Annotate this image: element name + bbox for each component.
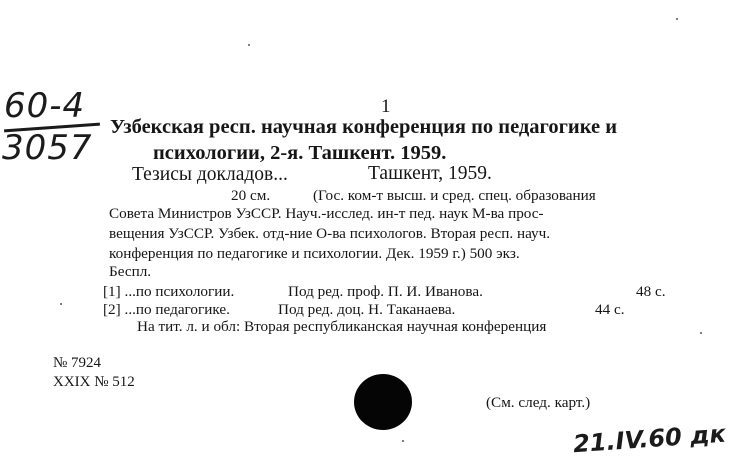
accession-number-1: № 7924 [53,355,102,371]
volume-2-pages: 44 с. [595,301,625,318]
volume-1-editor: Под ред. проф. П. И. Иванова. [288,283,483,300]
title-note: На тит. л. и обл: Вторая республиканская научная конференция [137,318,547,335]
publisher-line-1: (Гос. ком-т высш. и сред. спец. образования [313,187,596,204]
punch-hole [354,374,412,430]
scan-speck [60,303,62,305]
physical-size: 20 см. [231,187,271,204]
sequence-number: 1 [381,96,391,117]
publisher-line-3: вещения УзССР. Узбек. отд-ние О-ва психологов. Вторая респ. науч. [109,225,551,242]
scan-speck [700,332,702,334]
scan-speck [402,440,404,442]
publisher-line-4: конференция по педагогике и психологии. Дек. 1959 г.) 500 экз. [109,245,520,262]
volume-1-pages: 48 с. [636,283,666,300]
call-number-top: 60-4 [4,86,86,126]
publisher-line-2: Совета Министров УзССР. Науч.-исслед. ин-т пед. наук М-ва прос- [109,205,544,222]
price: Беспл. [109,263,152,280]
place-year: Ташкент, 1959. [368,163,492,184]
accession-number-2: XXIX № 512 [53,374,135,390]
volume-label: [2] [103,301,121,318]
title: Тезисы докладов... [132,164,288,185]
volume-part: ...по педагогике. [124,301,230,318]
volume-part: ...по психологии. [124,283,235,300]
handwritten-date-note: 21.IV.60 дк [572,419,727,458]
continued-note: (См. след. карт.) [486,394,591,411]
scan-speck [248,44,250,46]
volume-2 [103,301,230,319]
heading-line-1: Узбекская респ. научная конференция по педагогике и [110,116,618,138]
heading-line-2: психологии, 2-я. Ташкент. 1959. [153,142,447,164]
scan-speck [676,18,678,20]
volume-1 [103,283,234,301]
volume-label: [1] [103,283,121,300]
call-number-bottom: 3057 [2,128,93,168]
volume-2-editor: Под ред. доц. Н. Таканаева. [278,301,456,318]
